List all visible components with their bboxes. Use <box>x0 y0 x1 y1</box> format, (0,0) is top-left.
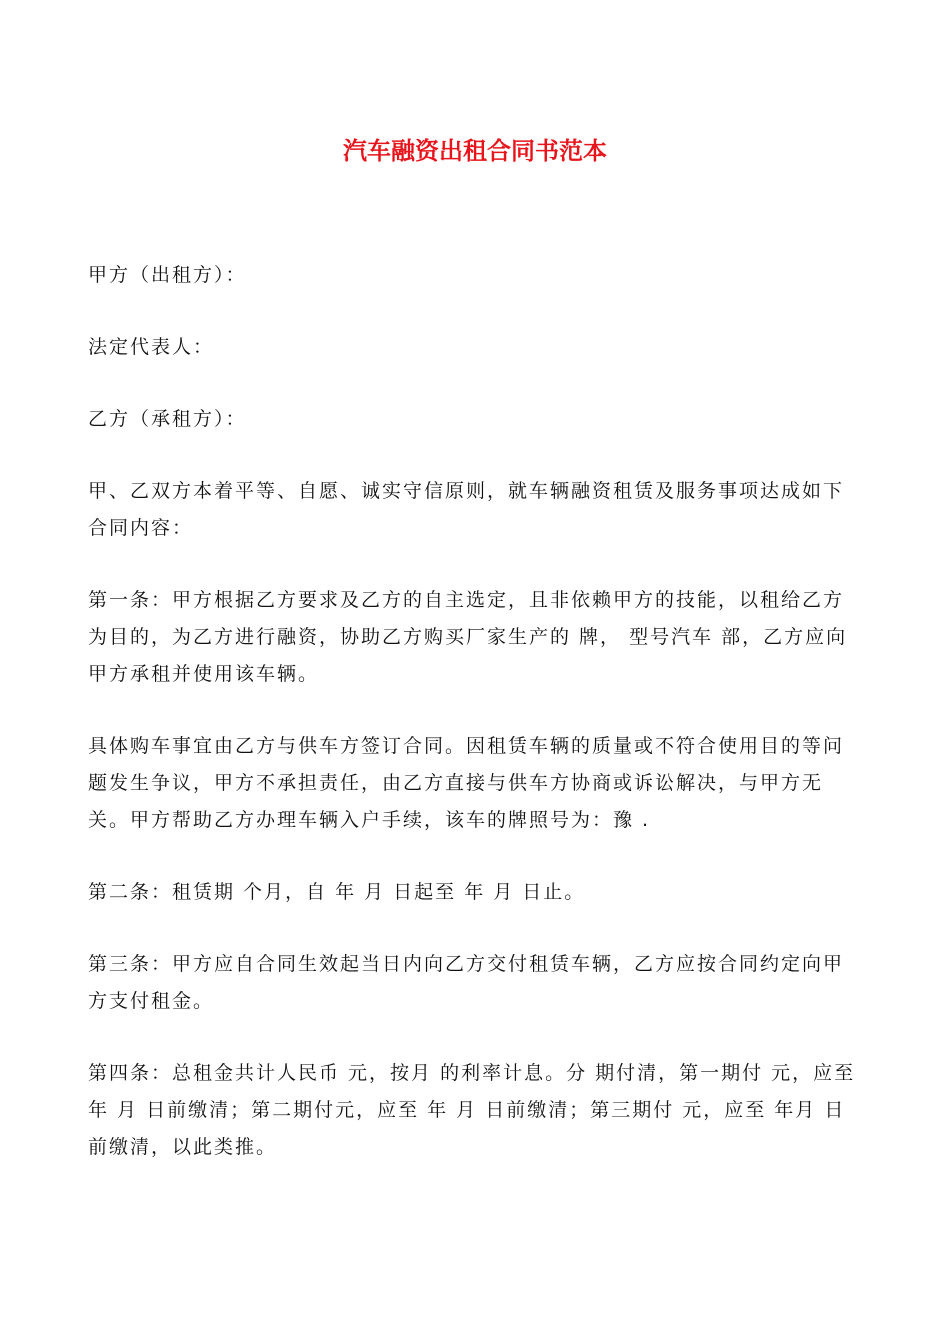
document-title: 汽车融资出租合同书范本 <box>343 137 607 165</box>
document-body <box>88 257 863 1201</box>
paragraph-article-2: 第二条：租赁期 个月，自 年 月 日起至 年 月 日止。 <box>88 881 586 903</box>
paragraph-legal-rep: 法定代表人： <box>88 336 215 358</box>
paragraph-article-3: 第三条：甲方应自合同生效起当日内向乙方交付租赁车辆，乙方应按合同约定向甲方支付租金。 <box>88 953 845 1012</box>
paragraph-party-a: 甲方（出租方）： <box>88 264 247 286</box>
paragraph-article-1: 第一条：甲方根据乙方要求及乙方的自主选定，且非依赖甲方的技能，以租给乙方为目的，为乙方进行融资，协助乙方购买厂家生产的 牌， 型号汽车 部，乙方应向甲方承租并使用该车辆。 <box>88 589 848 685</box>
paragraph-article-4: 第四条：总租金共计人民币 元，按月 的利率计息。分 期付清，第一期付 元，应至 年 月 日前缴清；第二期付元，应至 年 月 日前缴清；第三期付 元，应至 年月 日前缴清，以此类推。 <box>88 1062 864 1158</box>
paragraph-party-b: 乙方（承租方）： <box>88 408 247 430</box>
paragraph-preamble: 甲、乙双方本着平等、自愿、诚实守信原则，就车辆融资租赁及服务事项达成如下合同内容： <box>88 480 845 539</box>
paragraph-purchase-details: 具体购车事宜由乙方与供车方签订合同。因租赁车辆的质量或不符合使用目的等问题发生争议，甲方不承担责任，由乙方直接与供车方协商或诉讼解决，与甲方无关。甲方帮助乙方办理车辆入户手续，该车的牌照号为：豫 . <box>88 735 845 831</box>
